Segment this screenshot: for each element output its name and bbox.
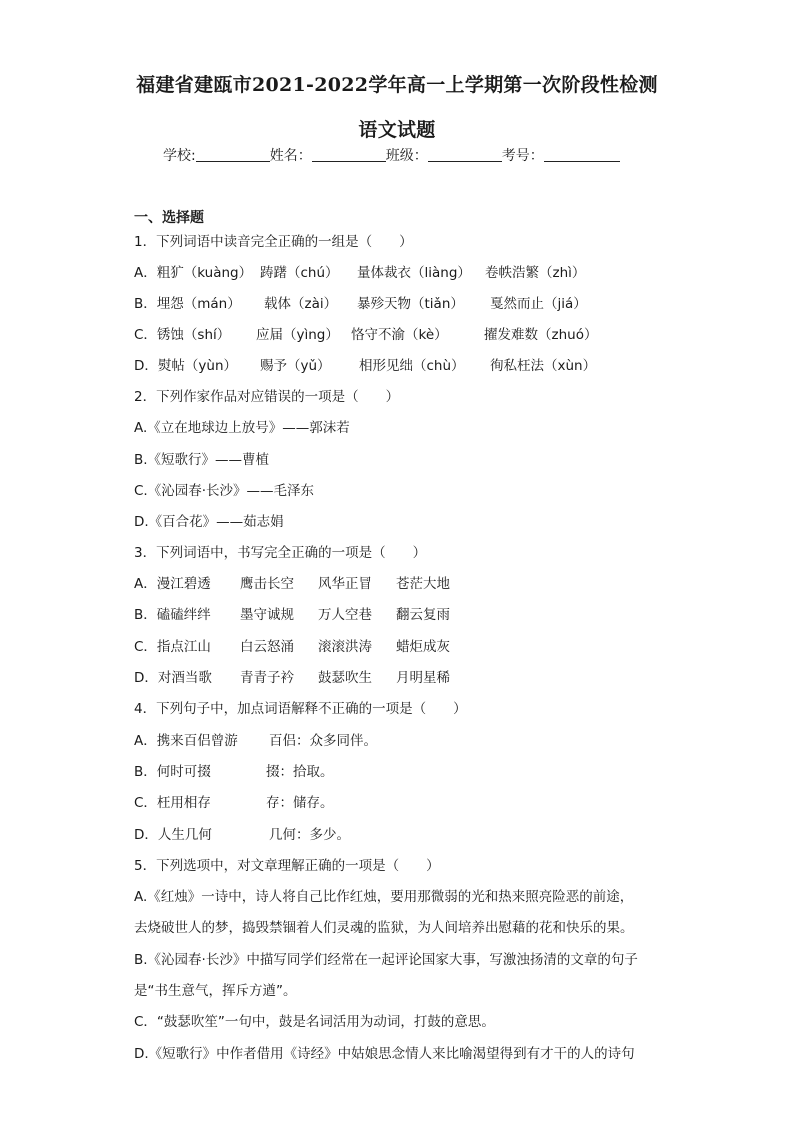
question-1-option-d: D．熨帖（yùn） 赐予（yǔ） 相形见绌（chù） 徇私枉法（xùn） <box>134 358 597 374</box>
school-blank[interactable] <box>196 147 270 162</box>
class-label: 班级： <box>385 148 428 164</box>
question-5-stem: 5．下列选项中，对文章理解正确的一项是（ ） <box>134 858 440 874</box>
question-4-option-d: D．人生几何 几何：多少。 <box>134 827 350 843</box>
name-label: 姓名： <box>269 148 312 164</box>
school-label: 学校: <box>163 148 196 164</box>
question-3-option-d: D．对酒当歌 青青子衿 鼓瑟吹生 月明星稀 <box>134 670 450 686</box>
question-3-stem: 3．下列词语中，书写完全正确的一项是（ ） <box>134 545 427 561</box>
question-1-option-a: A．粗犷（kuàng） 踌躇（chú） 量体裁衣（liàng） 卷帙浩繁（zhì） <box>134 265 586 281</box>
question-2-stem: 2．下列作家作品对应错误的一项是（ ） <box>134 389 400 405</box>
question-3-option-a: A．漫江碧透 鹰击长空 风华正冒 苍茫大地 <box>134 576 450 592</box>
exam-subtitle: 语文试题 <box>358 119 436 141</box>
question-2-option-b: B.《短歌行》——曹植 <box>134 452 270 468</box>
question-2-option-a: A.《立在地球边上放号》——郭沫若 <box>134 420 350 436</box>
question-4-option-c: C．枉用相存 存：储存。 <box>134 795 334 811</box>
question-5-line-5: C．“鼓瑟吹笙”一句中，鼓是名词活用为动词，打鼓的意思。 <box>134 1014 495 1030</box>
question-5-line-1: A.《红烛》一诗中，诗人将自己比作红烛，要用那微弱的光和热来照亮险恶的前途， <box>134 889 634 905</box>
exam-title: 福建省建瓯市2021-2022学年高一上学期第一次阶段性检测 <box>136 74 658 96</box>
student-info-row <box>163 145 620 165</box>
question-5-line-4: 是“书生意气，挥斥方遒”。 <box>134 983 297 999</box>
class-blank[interactable] <box>428 147 502 162</box>
section-heading: 一、选择题 <box>134 210 204 226</box>
question-4-option-b: B．何时可掇 掇：拾取。 <box>134 764 334 780</box>
question-2-option-d: D.《百合花》——茹志娟 <box>134 514 284 530</box>
question-3-option-b: B．磕磕绊绊 墨守诚规 万人空巷 翻云复雨 <box>134 607 450 623</box>
question-4-option-a: A．携来百侣曾游 百侣：众多同伴。 <box>134 733 377 749</box>
question-1-option-c: C．锈蚀（shí） 应届（yìng） 恪守不渝（kè） 擢发难数（zhuó） <box>134 327 598 343</box>
number-blank[interactable] <box>544 147 620 162</box>
question-1-stem: 1．下列词语中读音完全正确的一组是（ ） <box>134 234 413 250</box>
question-3-option-c: C．指点江山 白云怒涌 滚滚洪涛 蜡炬成灰 <box>134 639 450 655</box>
question-5-line-6: D.《短歌行》中作者借用《诗经》中姑娘思念情人来比喻渴望得到有才干的人的诗句 <box>134 1046 635 1062</box>
number-label: 考号： <box>501 148 544 164</box>
question-1-option-b: B．埋怨（mán） 载体（zài） 暴殄天物（tiǎn） 戛然而止（jiá） <box>134 296 587 312</box>
question-2-option-c: C.《沁园春·长沙》——毛泽东 <box>134 483 315 499</box>
question-4-stem: 4．下列句子中，加点词语解释不正确的一项是（ ） <box>134 701 467 717</box>
question-5-line-2: 去烧破世人的梦，捣毁禁锢着人们灵魂的监狱，为人间培养出慰藉的花和快乐的果。 <box>134 920 634 936</box>
name-blank[interactable] <box>312 147 386 162</box>
question-5-line-3: B.《沁园春·长沙》中描写同学们经常在一起评论国家大事，写激浊扬清的文章的句子 <box>134 952 638 968</box>
